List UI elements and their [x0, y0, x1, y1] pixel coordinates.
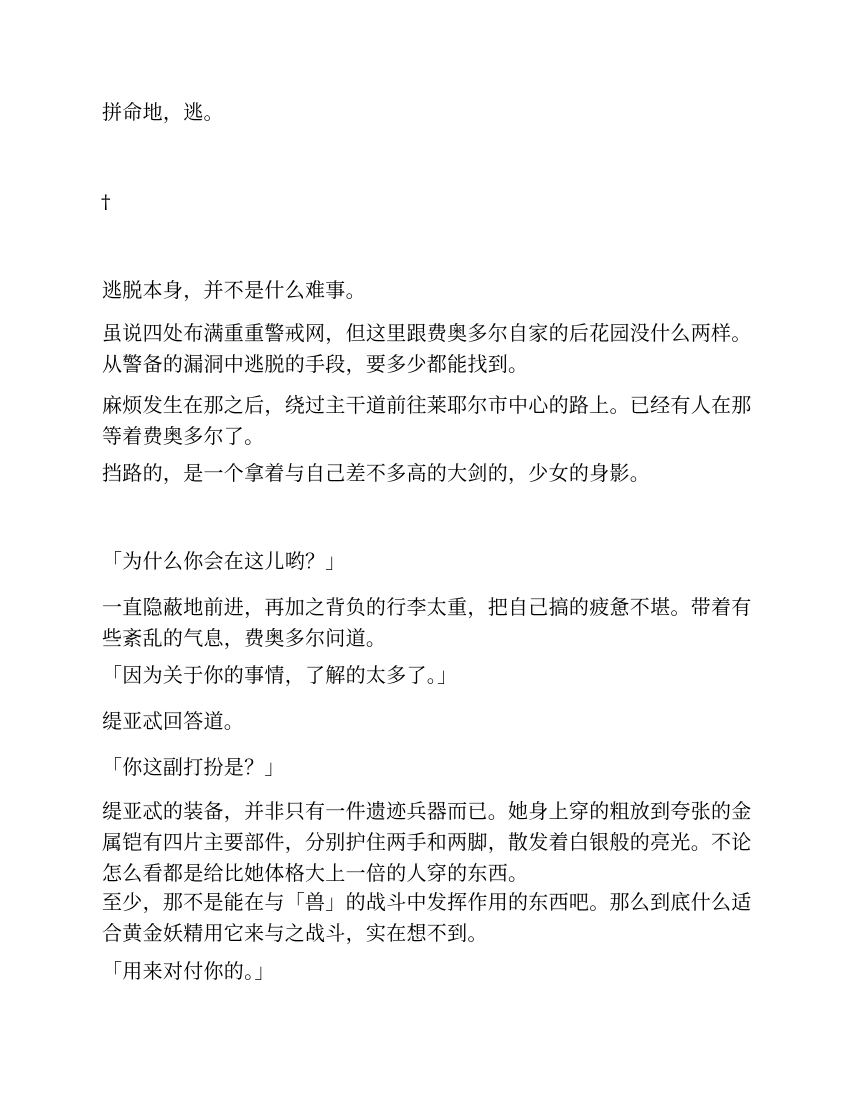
paragraph-7: 缇亚忒回答道。	[102, 709, 245, 733]
paragraph-9: 至少，那不是能在与「兽」的战斗中发挥作用的东西吧。那么到底什么适合黄金妖精用它来与之战斗，实在想不到。	[102, 890, 752, 945]
section-break-dagger: †	[101, 191, 111, 213]
dialogue-1: 「为什么你会在这儿哟？」	[102, 549, 346, 573]
dialogue-3: 「你这副打扮是？」	[102, 755, 285, 779]
paragraph-4: 麻烦发生在那之后，绕过主干道前往莱耶尔市中心的路上。已经有人在那等着费奥多尔了。	[102, 393, 752, 448]
paragraph-2: 逃脱本身，并不是什么难事。	[102, 278, 366, 302]
dialogue-4: 「用来对付你的。」	[102, 959, 275, 983]
paragraph-1: 拼命地，逃。	[102, 100, 224, 124]
paragraph-6: 一直隐蔽地前进，再加之背负的行李太重，把自己搞的疲惫不堪。带着有些紊乱的气息，费奥多尔问道。	[102, 595, 752, 650]
dialogue-2: 「因为关于你的事情，了解的太多了。」	[102, 663, 458, 687]
paragraph-8: 缇亚忒的装备，并非只有一件遗迹兵器而已。她身上穿的粗放到夸张的金属铠有四片主要部件，分别护住两手和两脚，散发着白银般的亮光。不论怎么看都是给比她体格大上一倍的人穿的东西。	[102, 799, 752, 885]
paragraph-5: 挡路的，是一个拿着与自己差不多高的大剑的，少女的身影。	[102, 461, 651, 485]
paragraph-3: 虽说四处布满重重警戒网，但这里跟费奥多尔自家的后花园没什么两样。从警备的漏洞中逃脱的手段，要多少都能找到。	[102, 321, 752, 376]
